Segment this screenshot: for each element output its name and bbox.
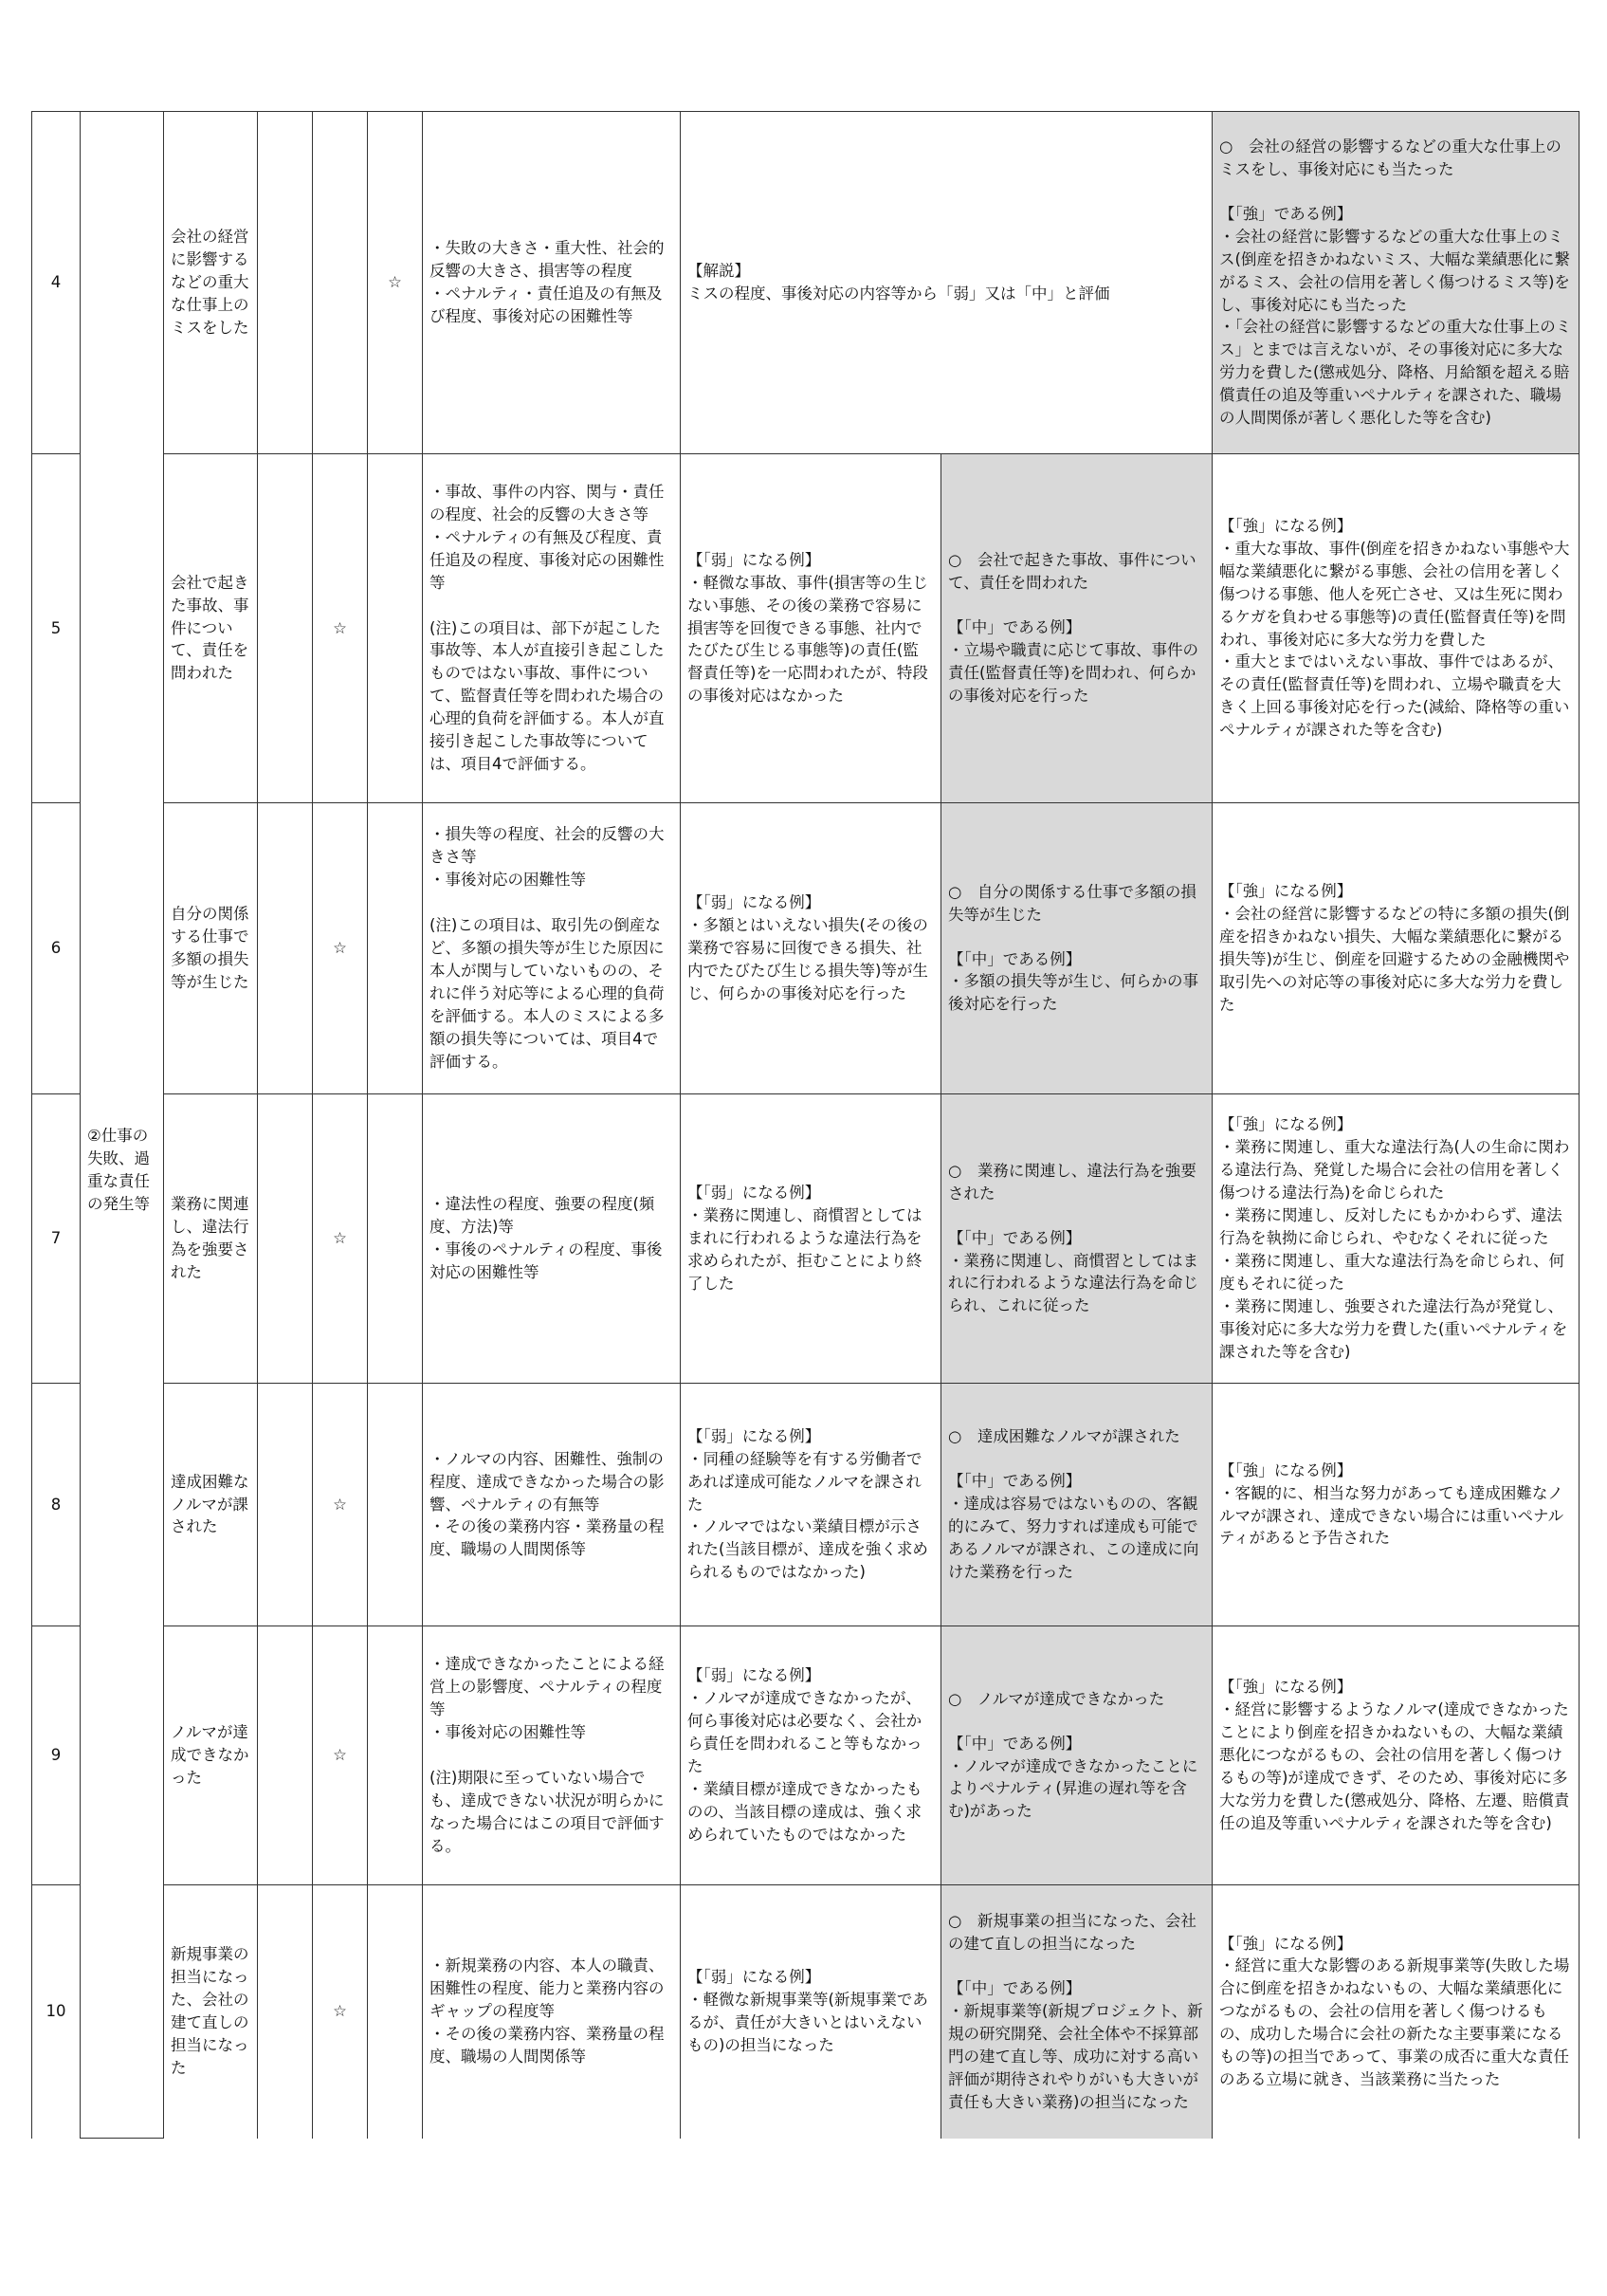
weak-example-cell [681, 1626, 941, 1885]
strong-example-cell [1213, 803, 1580, 1094]
weak-example-cell [681, 1384, 941, 1626]
weak-text: ・業務に関連し、商慣習としてはまれに行われるような違法行為を求められたが、拒むことにより終了した [687, 1206, 922, 1293]
weak-header: 【「弱」になる例】 [687, 1666, 821, 1685]
viewpoints-cell [423, 112, 681, 454]
mid-lead-text: ○ 新規事業の担当になった、会社の建て直しの担当になった [948, 1912, 1196, 1953]
strong-text: ・会社の経営に影響するなどの特に多額の損失(倒産を招きかねない損失、大幅な業績悪化に繋がる損失等)が生じ、倒産を回避するための金融機関や取引先への対応等の事後対応に多大な労力を費した [1219, 905, 1570, 1014]
blank-cell [368, 803, 423, 1094]
item-number: 8 [32, 1384, 81, 1626]
mid-example-cell [941, 1094, 1213, 1384]
table-row [32, 803, 1580, 1094]
blank-cell [368, 1094, 423, 1384]
strong-example-cell [1213, 454, 1580, 803]
strong-header: 【「強」になる例】 [1219, 882, 1353, 901]
strong-text: ・会社の経営に影響するなどの重大な仕事上のミス(倒産を招きかねないミス、大幅な業績悪化に繋がるミス、会社の信用を著しく傷つけるミス等)をし、事後対応にも当たった ・「会社の経営に影響するなどの重大な仕事上のミス」とまでは言えないが、その事後対応に多大な労力を費した(懲戒処分、降格、月給額を超える賠償責任の追及等重いペナルティを課された、職場の人間関係が著しく悪化した等を含む) [1219, 227, 1572, 428]
item-number: 7 [32, 1094, 81, 1384]
viewpoints-cell [423, 1094, 681, 1384]
stress-evaluation-table [31, 111, 1580, 2139]
strong-text: ・重大な事故、事件(倒産を招きかねない事態や大幅な業績悪化に繋がる事態、会社の信用を著しく傷つける事態、他人を死亡させ、又は生死に関わるケガを負わせる事態等)の責任(監督責任等)を問われ、事後対応に多大な労力を費した ・重大とまではいえない事故、事件ではあるが、その責任(監督責任等)を問われ、立場や職責を大きく上回る事後対応を行った(減給、降格等の重いペナルティが課された等を含む) [1219, 539, 1570, 740]
mid-header: 【「中」である例】 [948, 1228, 1082, 1247]
star-mark: ☆ [313, 454, 368, 803]
strong-header: 【「強」になる例】 [1219, 1678, 1353, 1697]
category-cell [81, 112, 164, 2139]
viewpoints-text: ・違法性の程度、強要の程度(頻度、方法)等 ・事後のペナルティの程度、事後対応の困難性等 [429, 1195, 663, 1281]
weak-header: 【「弱」になる例】 [687, 1184, 821, 1203]
weak-header: 【「弱」になる例】 [687, 550, 821, 569]
item-number: 9 [32, 1626, 81, 1885]
strong-example-cell [1213, 1384, 1580, 1626]
mid-text: ・新規事業等(新規プロジェクト、新規の研究開発、会社全体や不採算部門の建て直し等、成功に対する高い評価が期待されやりがいも大きいが責任も大きい業務)の担当になった [948, 2001, 1203, 2111]
mid-example-cell [941, 1384, 1213, 1626]
mid-header: 【「中」である例】 [948, 1734, 1082, 1753]
strong-text: ・経営に影響するようなノルマ(達成できなかったことにより倒産を招きかねないもの、大幅な業績悪化につながるもの、会社の信用を著しく傷つけるもの等)が達成できず、そのため、事後対応に多大な労力を費した(懲戒処分、降格、左遷、賠償責任の追及等重いペナルティを課された等を含む) [1219, 1700, 1570, 1832]
star-mark: ☆ [368, 112, 423, 454]
category-label: ②仕事の失敗、過重な責任の発生等 [87, 1127, 150, 1213]
viewpoints-text: ・達成できなかったことによる経営上の影響度、ペナルティの程度等 ・事後対応の困難性等 (注)期限に至っていない場合でも、達成できない状況が明らかになった場合にはこの項目で評価する。 [429, 1655, 665, 1855]
mid-lead-text: ○ 自分の関係する仕事で多額の損失等が生じた [948, 882, 1196, 924]
viewpoints-text: ・新規業務の内容、本人の職責、困難性の程度、能力と業務内容のギャップの程度等 ・その後の業務内容、業務量の程度、職場の人間関係等 [429, 1956, 665, 2066]
star-mark: ☆ [313, 1094, 368, 1384]
mid-lead-text: ○ ノルマが達成できなかった [948, 1689, 1165, 1708]
weak-example-cell [681, 1885, 941, 2139]
strong-example-cell [1213, 112, 1580, 454]
viewpoints-cell [423, 454, 681, 803]
strong-header: 【「強」になる例】 [1219, 1115, 1353, 1134]
blank-cell [368, 454, 423, 803]
mid-lead-text: ○ 業務に関連し、違法行為を強要された [948, 1161, 1196, 1203]
mid-text: ・立場や職責に応じて事故、事件の責任(監督責任等)を問われ、何らかの事後対応を行った [948, 641, 1198, 705]
star-mark: ☆ [313, 1384, 368, 1626]
blank-cell [258, 1626, 313, 1885]
viewpoints-cell [423, 803, 681, 1094]
mid-example-cell [941, 1626, 1213, 1885]
blank-cell [258, 803, 313, 1094]
mid-example-cell [941, 454, 1213, 803]
strong-header: 【「強」になる例】 [1219, 1934, 1353, 1953]
weak-text: ・ノルマが達成できなかったが、何ら事後対応は必要なく、会社から責任を問われること等もなかった ・業績目標が達成できなかったものの、当該目標の達成は、強く求められていたものではなかった [687, 1689, 922, 1844]
strong-text: ・客観的に、相当な努力があっても達成困難なノルマが課され、達成できない場合には重いペナルティがあると予告された [1219, 1483, 1564, 1548]
weak-example-cell [681, 803, 941, 1094]
mid-lead-text: ○ 会社で起きた事故、事件について、責任を問われた [948, 551, 1196, 593]
star-mark: ☆ [313, 1885, 368, 2139]
item-number: 5 [32, 454, 81, 803]
viewpoints-cell [423, 1384, 681, 1626]
mid-header: 【「中」である例】 [948, 618, 1082, 637]
item-number: 6 [32, 803, 81, 1094]
viewpoints-text: ・損失等の程度、社会的反響の大きさ等 ・事後対応の困難性等 (注)この項目は、取引先の倒産など、多額の損失等が生じた原因に本人が関与していないものの、それに伴う対応等による心理的負荷を評価する。本人のミスによる多額の損失等については、項目4で評価する。 [429, 825, 665, 1071]
commentary-header: 【解説】 [687, 262, 750, 281]
blank-cell [313, 112, 368, 454]
viewpoints-text: ・失敗の大きさ・重大性、社会的反響の大きさ、損害等の程度 ・ペナルティ・責任追及の有無及び程度、事後対応の困難性等 [429, 239, 665, 325]
event-name: 新規事業の担当になった、会社の建て直しの担当になった [164, 1885, 258, 2139]
event-name: 達成困難なノルマが課された [164, 1384, 258, 1626]
weak-text: ・多額とはいえない損失(その後の業務で容易に回復できる損失、社内でたびたび生じる損失等)等が生じ、何らかの事後対応を行った [687, 916, 928, 1002]
star-mark: ☆ [313, 1626, 368, 1885]
mid-text: ・ノルマが達成できなかったことによりペナルティ(昇進の遅れ等を含む)があった [948, 1756, 1198, 1821]
item-number: 4 [32, 112, 81, 454]
strong-header: 【「強」になる例】 [1219, 1460, 1353, 1479]
event-name: ノルマが達成できなかった [164, 1626, 258, 1885]
weak-header: 【「弱」になる例】 [687, 1968, 821, 1987]
commentary-text: ミスの程度、事後対応の内容等から「弱」又は「中」と評価 [687, 285, 1110, 303]
mid-example-cell [941, 803, 1213, 1094]
event-name: 会社で起きた事故、事件について、責任を問われた [164, 454, 258, 803]
blank-cell [258, 1384, 313, 1626]
strong-example-cell [1213, 1885, 1580, 2139]
mid-header: 【「中」である例】 [948, 1978, 1082, 1997]
blank-cell [258, 112, 313, 454]
weak-text: ・軽微な新規事業等(新規事業であるが、責任が大きいとはいえないもの)の担当になった [687, 1991, 928, 2055]
viewpoints-text: ・ノルマの内容、困難性、強制の程度、達成できなかった場合の影響、ペナルティの有無等 ・その後の業務内容・業務量の程度、職場の人間関係等 [429, 1449, 665, 1559]
blank-cell [258, 1885, 313, 2139]
viewpoints-cell [423, 1626, 681, 1885]
event-name: 業務に関連し、違法行為を強要された [164, 1094, 258, 1384]
mid-text: ・多額の損失等が生じ、何らかの事後対応を行った [948, 972, 1198, 1014]
event-name: 会社の経営に影響するなどの重大な仕事上のミスをした [164, 112, 258, 454]
weak-header: 【「弱」になる例】 [687, 1426, 821, 1445]
mid-text: ・業務に関連し、商慣習としてはまれに行われるような違法行為を命じられ、これに従った [948, 1251, 1198, 1315]
blank-cell [368, 1384, 423, 1626]
item-number: 10 [32, 1885, 81, 2139]
viewpoints-cell [423, 1885, 681, 2139]
table-row [32, 1885, 1580, 2139]
blank-cell [368, 1885, 423, 2139]
star-mark: ☆ [313, 803, 368, 1094]
strong-header: 【「強」である例】 [1219, 204, 1353, 223]
weak-text: ・同種の経験等を有する労働者であれば達成可能なノルマを課された ・ノルマではない業績目標が示された(当該目標が、達成を強く求められるものではなかった) [687, 1449, 928, 1582]
strong-example-cell [1213, 1626, 1580, 1885]
blank-cell [368, 1626, 423, 1885]
event-name: 自分の関係する仕事で多額の損失等が生じた [164, 803, 258, 1094]
mid-lead-text: ○ 達成困難なノルマが課された [948, 1427, 1180, 1446]
mid-text: ・達成は容易ではないものの、客観的にみて、努力すれば達成も可能であるノルマが課され、この達成に向けた業務を行った [948, 1495, 1199, 1581]
table-row [32, 454, 1580, 803]
table-row [32, 1384, 1580, 1626]
table-row [32, 1626, 1580, 1885]
strong-example-cell [1213, 1094, 1580, 1384]
weak-example-cell [681, 454, 941, 803]
strong-header: 【「強」になる例】 [1219, 516, 1353, 535]
table-row [32, 112, 1580, 454]
weak-header: 【「弱」になる例】 [687, 893, 821, 912]
table-row [32, 1094, 1580, 1384]
mid-example-cell [941, 1885, 1213, 2139]
mid-header: 【「中」である例】 [948, 949, 1082, 968]
mid-lead-text: ○ 会社の経営の影響するなどの重大な仕事上のミスをし、事後対応にも当たった [1219, 137, 1561, 178]
weak-example-cell [681, 1094, 941, 1384]
commentary-cell [681, 112, 1213, 454]
strong-text: ・業務に関連し、重大な違法行為(人の生命に関わる違法行為、発覚した場合に会社の信用を著しく傷つける違法行為)を命じられた ・業務に関連し、反対したにもかかわらず、違法行為を執拗に命じられ、やむなくそれに従った ・業務に関連し、重大な違法行為を命じられ、何度もそれに従った ・業務に関連し、強要された違法行為が発覚し、事後対応に多大な労力を費した(重いペナルティを課された等を含む) [1219, 1138, 1570, 1361]
viewpoints-text: ・事故、事件の内容、関与・責任の程度、社会的反響の大きさ等 ・ペナルティの有無及び程度、責任追及の程度、事後対応の困難性等 (注)この項目は、部下が起こした事故等、本人が直接引き起こしたものではない事故、事件について、監督責任等を問われた場合の心理的負荷を評価する。本人が直接引き起こした事故等については、項目4で評価する。 [429, 483, 665, 774]
mid-header: 【「中」である例】 [948, 1472, 1082, 1491]
blank-cell [258, 454, 313, 803]
strong-text: ・経営に重大な影響のある新規事業等(失敗した場合に倒産を招きかねないもの、大幅な業績悪化につながるもの、会社の信用を著しく傷つけるもの、成功した場合に会社の新たな主要事業になるもの等)の担当であって、事業の成否に重大な責任のある立場に就き、当該業務に当たった [1219, 1956, 1570, 2089]
weak-text: ・軽微な事故、事件(損害等の生じない事態、その後の業務で容易に損害等を回復できる事態、社内でたびたび生じる事態等)の責任(監督責任等)を一応問われたが、特段の事後対応はなかった [687, 573, 928, 706]
blank-cell [258, 1094, 313, 1384]
